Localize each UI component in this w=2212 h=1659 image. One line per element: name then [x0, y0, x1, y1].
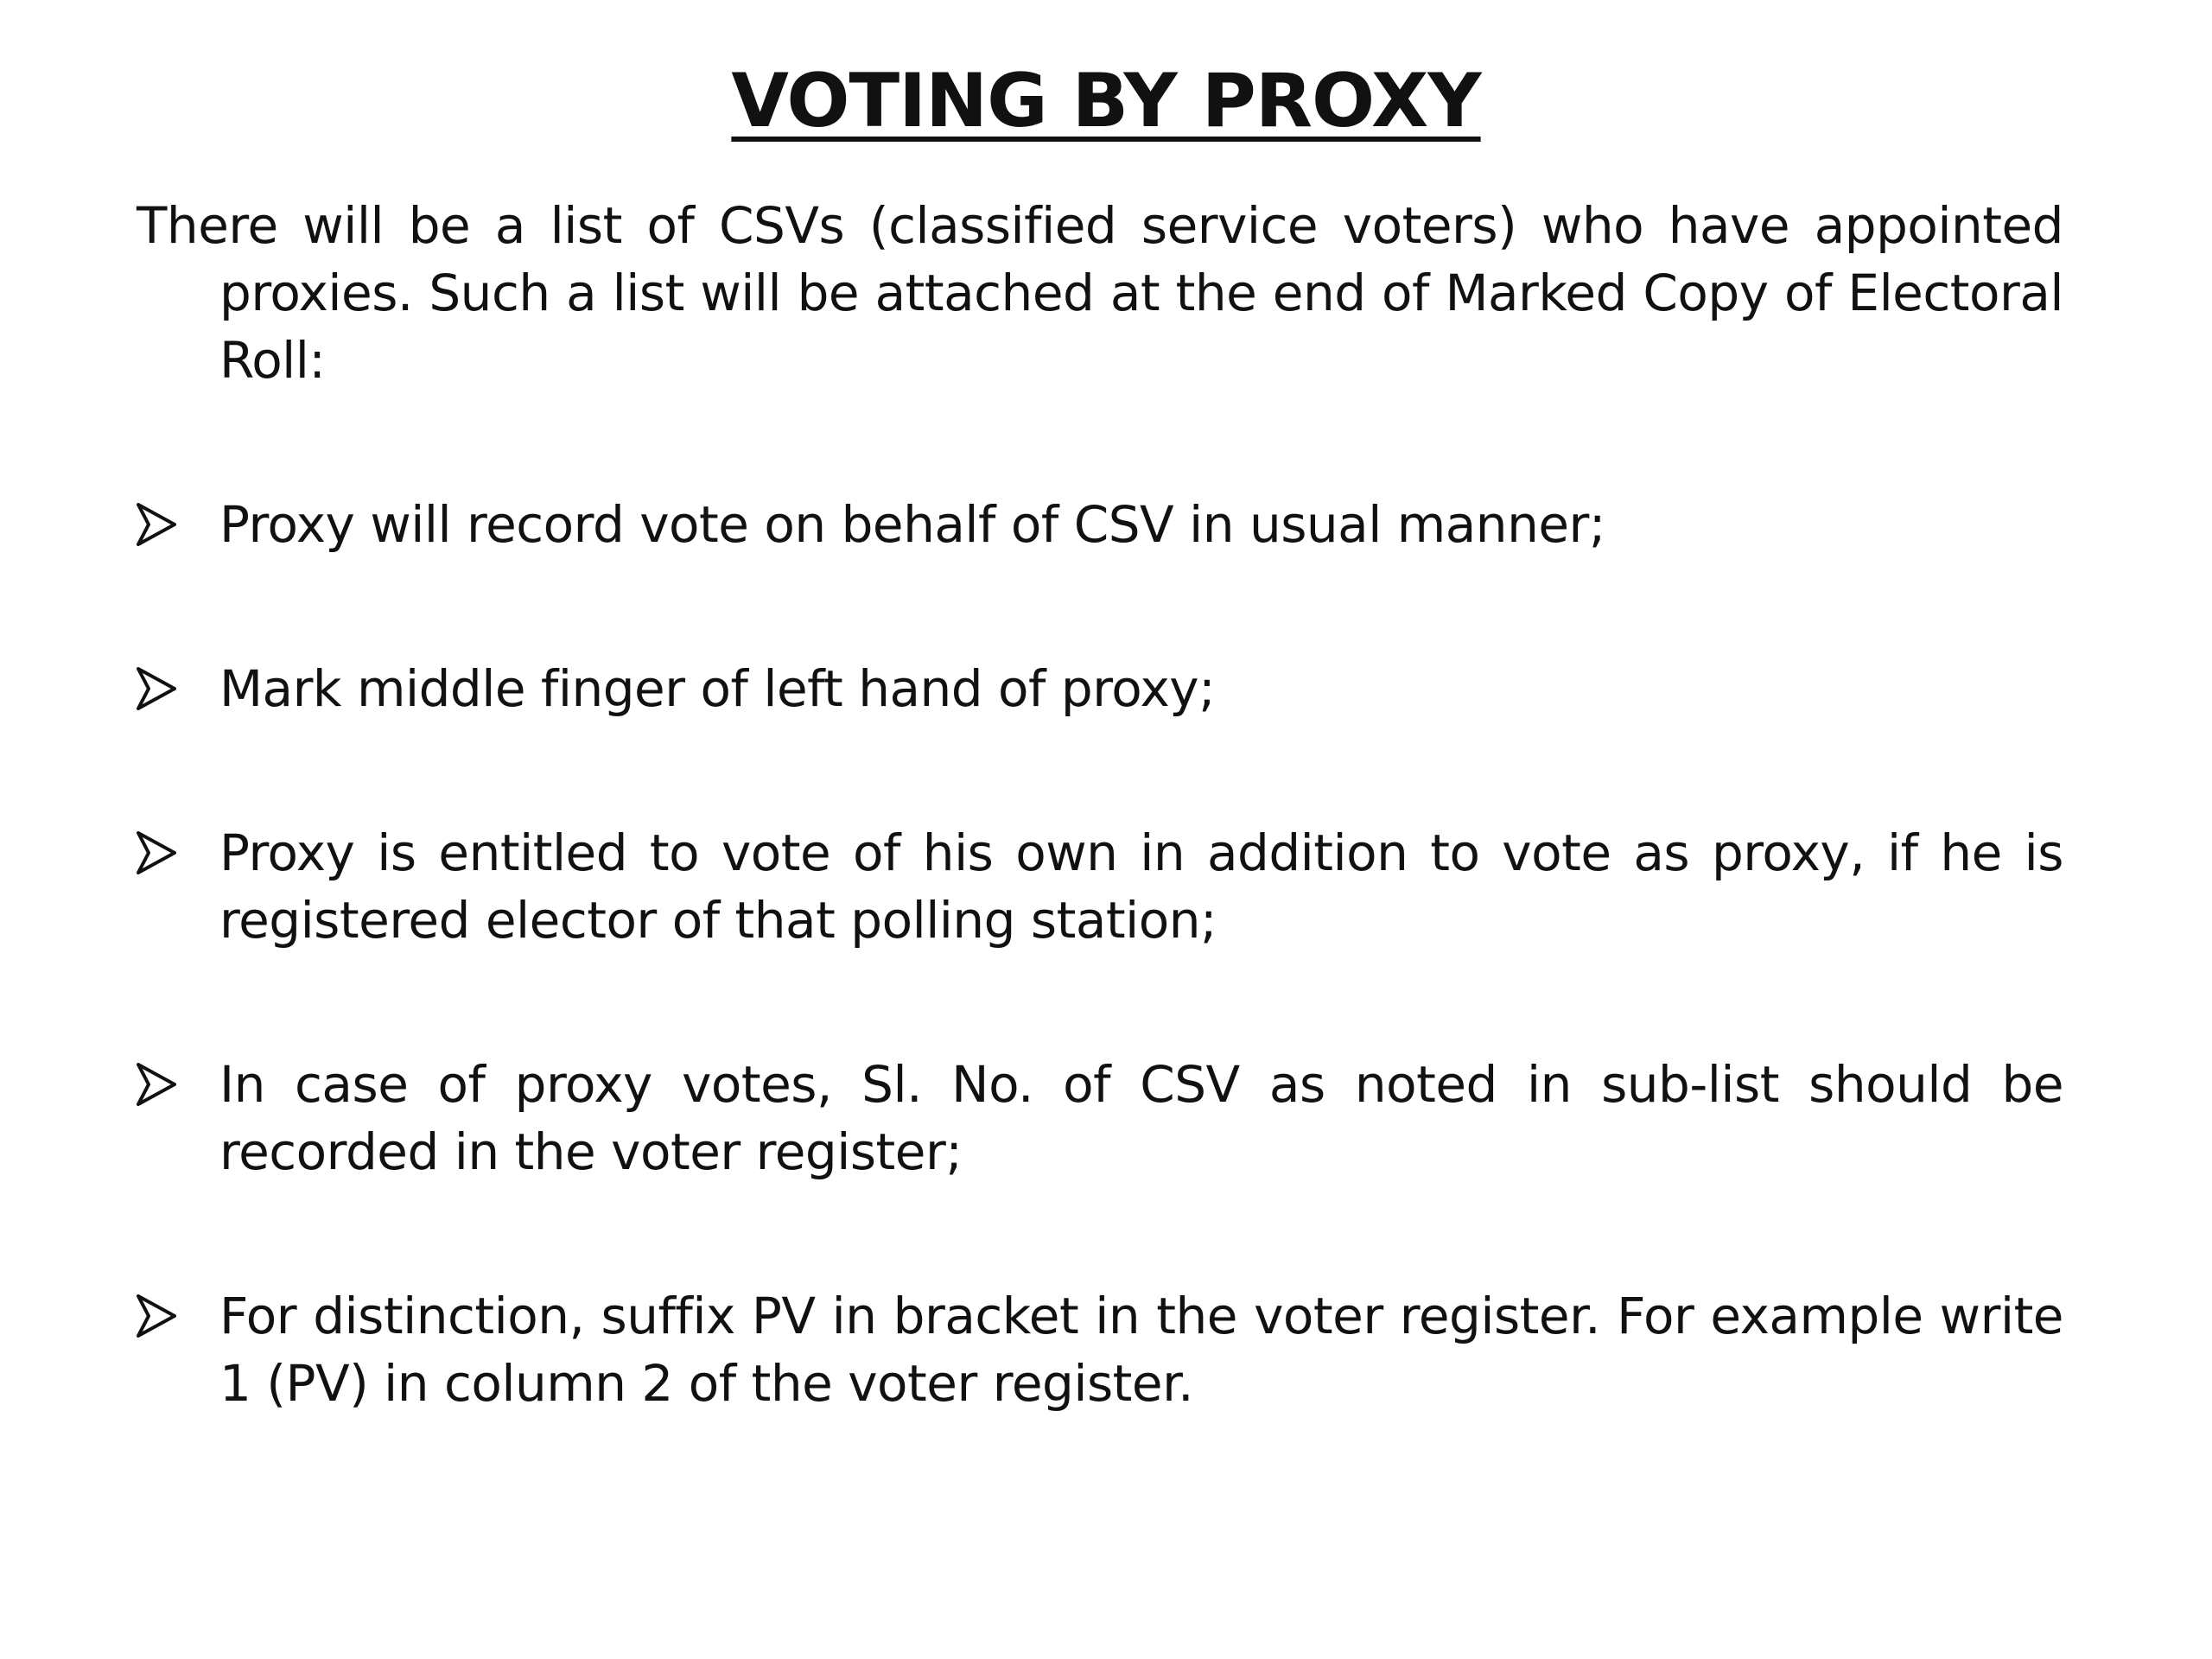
- intro-paragraph: There will be a list of CSVs (classified service voters) who have appointed proxies. Such a list will be attached at the end of Marked Copy of Electoral Roll:: [137, 196, 2063, 390]
- bullet-item-3: [137, 819, 2063, 954]
- bullet-text: In case of proxy votes, Sl. No. of CSV as noted in sub-list should be recorded in the voter register;: [219, 1055, 2063, 1181]
- bullet-item-5: [137, 1282, 2063, 1417]
- arrowhead-bullet-icon: [137, 1063, 176, 1106]
- arrowhead-bullet-icon: [137, 1294, 176, 1338]
- bullet-text: Mark middle finger of left hand of proxy;: [219, 659, 1216, 718]
- slide-title: [0, 54, 2212, 149]
- bullet-text: Proxy is entitled to vote of his own in addition to vote as proxy, if he is registered elector of that polling station;: [219, 823, 2063, 950]
- arrowhead-bullet-icon: [137, 831, 176, 874]
- bullet-item-2: [137, 655, 2063, 722]
- bullet-item-4: [137, 1051, 2063, 1185]
- slide-title-text: VOTING BY PROXY: [731, 58, 1481, 144]
- bullet-list: [137, 491, 2063, 1417]
- bullet-text: For distinction, suffix PV in bracket in the voter register. For example write 1 (PV) in column 2 of the voter register.: [219, 1287, 2063, 1413]
- bullet-item-1: [137, 491, 2063, 558]
- bullet-text: Proxy will record vote on behalf of CSV in usual manner;: [219, 495, 1605, 554]
- arrowhead-bullet-icon: [137, 667, 176, 710]
- arrowhead-bullet-icon: [137, 503, 176, 546]
